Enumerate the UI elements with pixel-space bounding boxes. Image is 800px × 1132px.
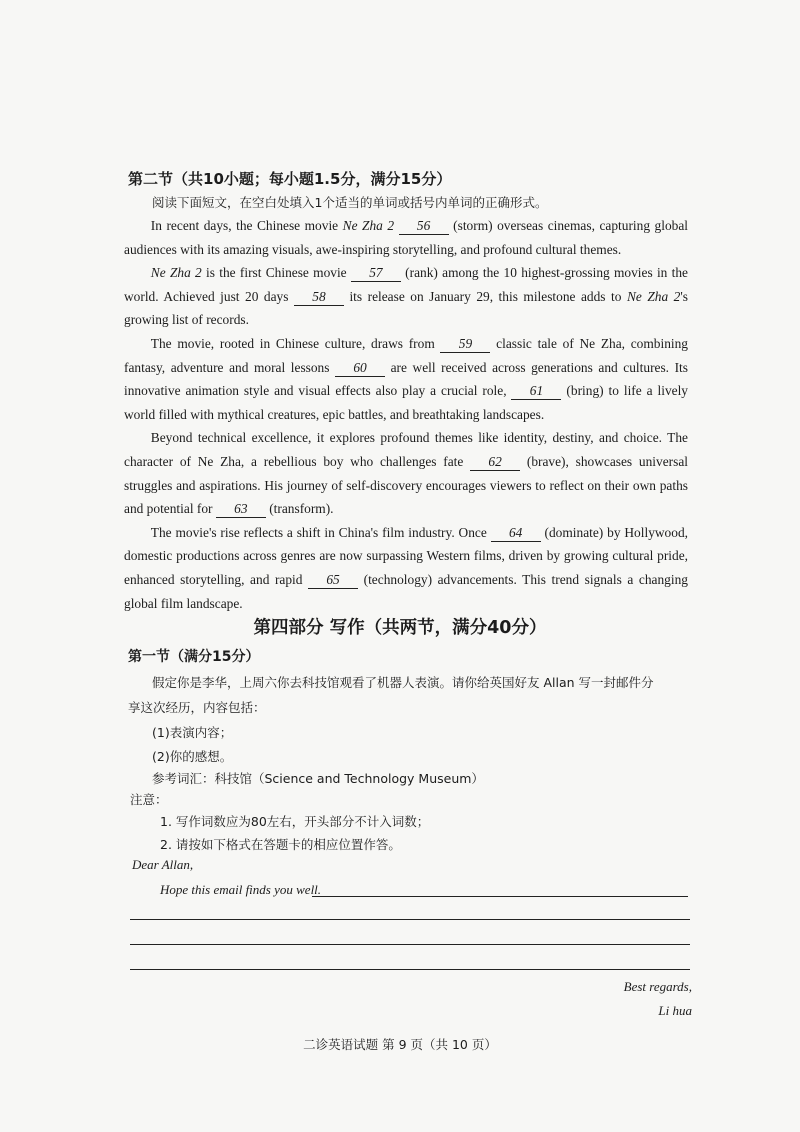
note-2: 2. 请按如下格式在答题卡的相应位置作答。 <box>160 837 401 852</box>
blank-61[interactable]: 61 <box>511 383 561 400</box>
email-opening: Hope this email finds you well. <box>160 882 322 897</box>
section-heading: 第二节（共10小题；每小题1.5分，满分15分） <box>128 170 452 188</box>
paragraph-3: The movie, rooted in Chinese culture, draws from 59 classic tale of Ne Zha, combining fantasy, adventure and moral lessons 60 are well received across generations and cultures. Its innovative animation style and visual effects also play a crucial role, 61 (bring) to life a lively world filled with mythical creatures, epic battles, and breathtaking landscapes. <box>124 335 688 422</box>
blank-63[interactable]: 63 <box>216 501 266 518</box>
prompt-line-2: 享这次经历，内容包括： <box>128 700 266 715</box>
notes-label: 注意： <box>130 792 168 807</box>
signature: Li hua <box>658 1003 692 1018</box>
blank-65[interactable]: 65 <box>308 572 358 589</box>
blank-58[interactable]: 58 <box>294 289 344 306</box>
paragraph-5: The movie's rise reflects a shift in China's film industry. Once 64 (dominate) by Hollywood, domestic productions across genres are now surpassing Western films, driven by growing cultural pride, enhanced storytelling, and rapid 65 (technology) advancements. This trend signals a changing global film landscape. <box>124 524 688 611</box>
content-point-2: (2)你的感想。 <box>152 749 233 764</box>
note-1: 1. 写作词数应为80左右，开头部分不计入词数； <box>160 814 430 829</box>
blank-64[interactable]: 64 <box>491 525 541 542</box>
part-four-title: 第四部分 写作（共两节，满分40分） <box>253 618 547 638</box>
writing-line-3[interactable] <box>130 944 690 945</box>
prompt-line-1: 假定你是李华，上周六你去科技馆观看了机器人表演。请你给英国好友 Allan 写一封邮件分 <box>152 675 654 690</box>
writing-line-1[interactable] <box>312 896 688 897</box>
blank-62[interactable]: 62 <box>470 454 520 471</box>
paragraph-4: Beyond technical excellence, it explores profound themes like identity, destiny, and choice. The character of Ne Zha, a rebellious boy who challenges fate 62 (brave), showcases universal struggles and aspirations. His journey of self-discovery encourages viewers to reflect on their own paths and potential for 63 (transform). <box>124 430 688 517</box>
paragraph-1: In recent days, the Chinese movie Ne Zha 2 56 (storm) overseas cinemas, capturing global audiences with its amazing visuals, awe-inspiring storytelling, and profound cultural themes. <box>124 218 688 257</box>
blank-60[interactable]: 60 <box>335 360 385 377</box>
closing: Best regards, <box>623 979 692 994</box>
reference-vocab: 参考词汇：科技馆（Science and Technology Museum） <box>152 771 484 786</box>
blank-57[interactable]: 57 <box>351 265 401 282</box>
paragraph-2: Ne Zha 2 is the first Chinese movie 57 (rank) among the 10 highest-grossing movies in the world. Achieved just 20 days 58 its release on January 29, this milestone adds to Ne Zha 2's growing list of records. <box>124 265 689 328</box>
cloze-passage <box>124 214 688 615</box>
instruction: 阅读下面短文，在空白处填入1个适当的单词或括号内单词的正确形式。 <box>152 195 548 210</box>
writing-section-heading: 第一节（满分15分） <box>128 649 260 665</box>
content-point-1: (1)表演内容； <box>152 725 233 740</box>
salutation: Dear Allan, <box>132 857 194 872</box>
blank-56[interactable]: 56 <box>399 218 449 235</box>
writing-line-4[interactable] <box>130 969 690 970</box>
writing-line-2[interactable] <box>130 919 690 920</box>
page-footer: 二诊英语试题 第 9 页（共 10 页） <box>303 1037 497 1052</box>
blank-59[interactable]: 59 <box>440 336 490 353</box>
